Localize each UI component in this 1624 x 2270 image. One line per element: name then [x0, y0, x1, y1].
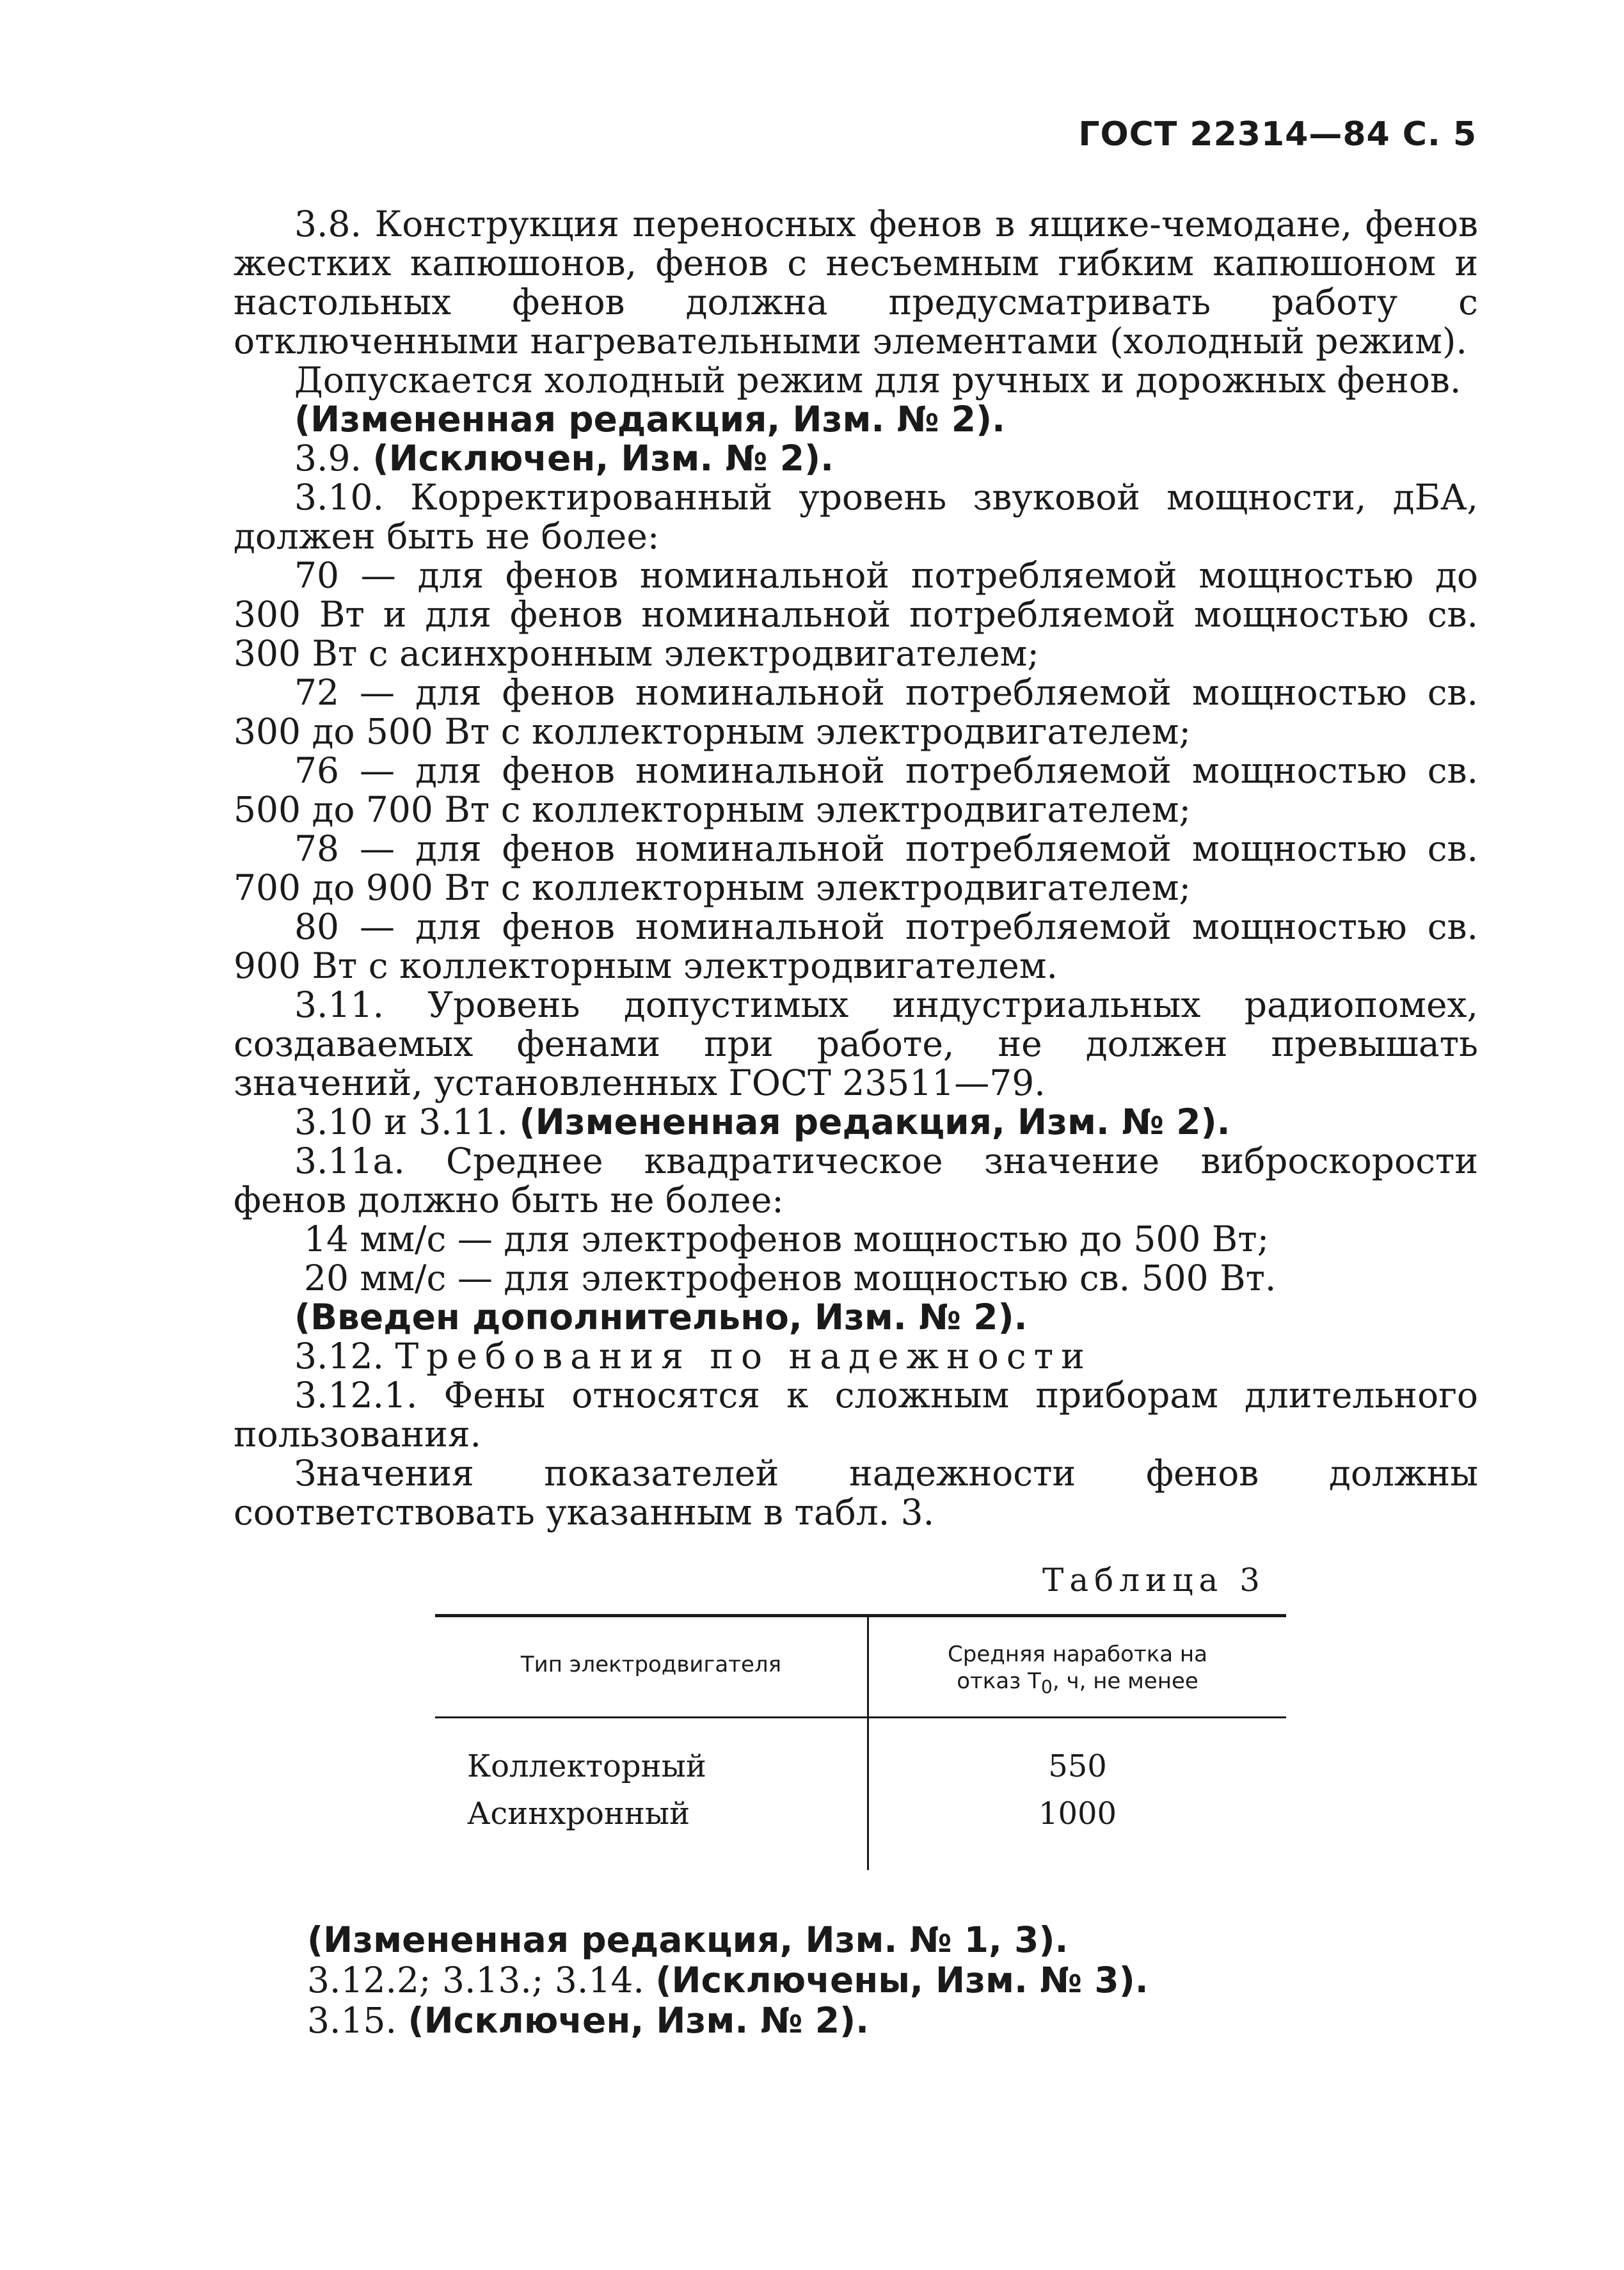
- table-cell-value: 550: [1048, 1748, 1107, 1784]
- reliability-table: [435, 1614, 1286, 1870]
- column-header-line: [869, 1668, 1286, 1701]
- amendment-note-3-11a: (Введен дополнительно, Изм. № 2).: [294, 1297, 1028, 1338]
- table-title: Таблица 3: [1042, 1562, 1266, 1599]
- amendment-note-table-3: (Измененная редакция, Изм. № 1, 3).: [307, 1919, 1069, 1960]
- paragraph-3-15: [307, 2001, 1459, 2041]
- header-subscript: 0: [1040, 1676, 1053, 1698]
- noise-level-78: 78 — для фенов номинальной потребляемой мощностью св. 700 до 900 Вт с коллекторным электродвигателем;: [234, 828, 1478, 908]
- document-footer-notes: [307, 1920, 1459, 2041]
- paragraph-3-11a: 3.11а. Среднее квадратическое значение виброскорости фенов должно быть не более:: [234, 1140, 1478, 1220]
- section-3-12-heading: [234, 1337, 1478, 1376]
- column-header-motor-type: Тип электродвигателя: [520, 1652, 782, 1677]
- vibration-limit-14: 14 мм/с — для электрофенов мощностью до 500 Вт;: [304, 1219, 1270, 1259]
- amendment-note: (Исключены, Изм. № 3).: [655, 1960, 1149, 2001]
- noise-level-80: 80 — для фенов номинальной потребляемой мощностью св. 900 Вт с коллекторным электродвигателем.: [234, 906, 1478, 986]
- clause-number: 3.10 и 3.11.: [294, 1101, 509, 1142]
- clause-number: 3.12.2; 3.13.; 3.14.: [307, 1960, 644, 2001]
- amendment-note: (Исключен, Изм. № 2).: [372, 438, 834, 479]
- paragraph-3-8: 3.8. Конструкция переносных фенов в ящике-чемодане, фенов жестких капюшонов, фенов с несъемным гибким капюшоном и настольных фенов должна предусматривать работу с отключенными нагревательными элементами (холодный режим).: [234, 204, 1478, 362]
- table-cell-type: Коллекторный: [467, 1748, 706, 1784]
- paragraph-3-9: [234, 439, 1478, 478]
- section-title: Требования по надежности: [395, 1336, 1092, 1377]
- paragraph-3-10-3-11-note: [234, 1103, 1478, 1142]
- header-text: , ч, не менее: [1052, 1668, 1198, 1694]
- table-cell-type: Асинхронный: [467, 1796, 690, 1832]
- noise-level-76: 76 — для фенов номинальной потребляемой мощностью св. 500 до 700 Вт с коллекторным электродвигателем;: [234, 750, 1478, 830]
- paragraph-3-11: 3.11. Уровень допустимых индустриальных радиопомех, создаваемых фенами при работе, не должен превышать значений, установленных ГОСТ 23511—79.: [234, 984, 1478, 1103]
- column-header-line: Средняя наработка на: [948, 1642, 1207, 1667]
- page-header: ГОСТ 22314—84 С. 5: [1078, 115, 1477, 154]
- paragraph-3-12-1: 3.12.1. Фены относятся к сложным приборам длительного пользования.: [234, 1375, 1478, 1455]
- clause-number: 3.12.: [294, 1336, 384, 1377]
- clause-number: 3.15.: [307, 2000, 397, 2041]
- paragraph-3-8-cold-mode: Допускается холодный режим для ручных и дорожных фенов.: [294, 360, 1461, 401]
- table-cell-value: 1000: [1038, 1796, 1117, 1832]
- column-header-mtbf: [869, 1641, 1286, 1701]
- amendment-note: (Измененная редакция, Изм. № 2).: [519, 1101, 1230, 1142]
- clause-number: 3.9.: [294, 438, 362, 479]
- header-text: отказ T: [957, 1668, 1041, 1694]
- paragraph-3-10: 3.10. Корректированный уровень звуковой мощности, дБА, должен быть не более:: [234, 477, 1478, 557]
- amendment-note-3-8: (Измененная редакция, Изм. № 2).: [294, 399, 1006, 440]
- table-header-rule: [435, 1716, 1286, 1718]
- vibration-limit-20: 20 мм/с — для электрофенов мощностью св. 500 Вт.: [304, 1258, 1277, 1299]
- paragraph-3-12-2-3-14: [307, 1960, 1459, 2001]
- amendment-note: (Исключен, Изм. № 2).: [408, 2000, 869, 2041]
- noise-level-72: 72 — для фенов номинальной потребляемой мощностью св. 300 до 500 Вт с коллекторным электродвигателем;: [234, 672, 1478, 752]
- noise-level-70: 70 — для фенов номинальной потребляемой мощностью до 300 Вт и для фенов номинальной потребляемой мощностью св. 300 Вт с асинхронным электродвигателем;: [234, 555, 1478, 674]
- paragraph-3-12-1-values: Значения показателей надежности фенов должны соответствовать указанным в табл. 3.: [234, 1453, 1478, 1533]
- table-top-rule: [435, 1614, 1286, 1617]
- document-body: [234, 205, 1478, 1532]
